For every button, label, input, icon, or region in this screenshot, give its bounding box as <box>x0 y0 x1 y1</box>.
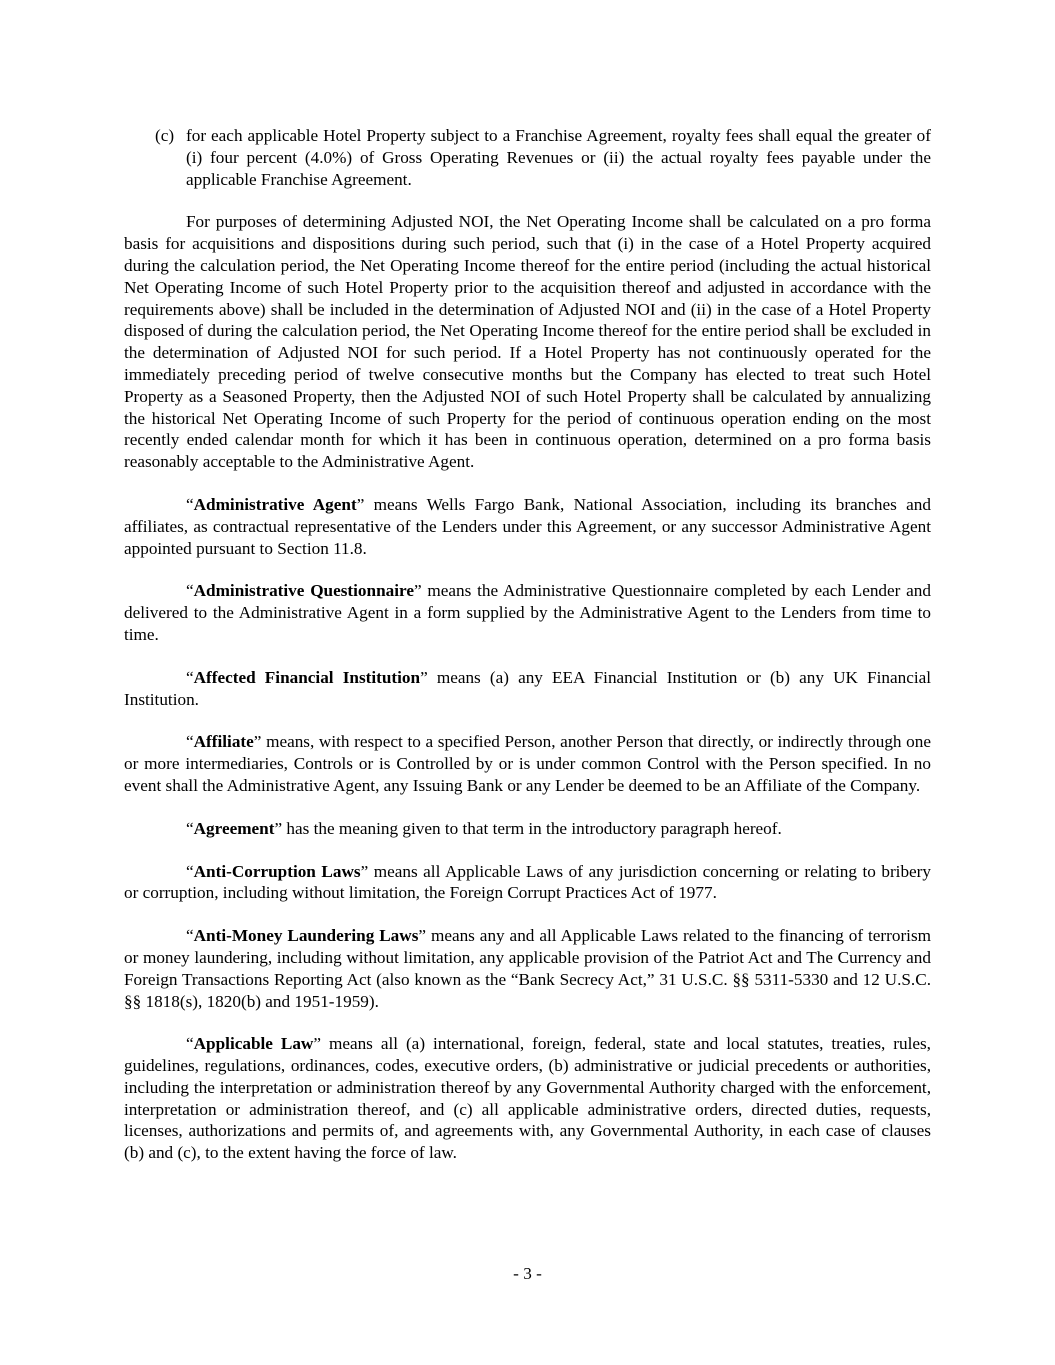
open-quote: “ <box>186 818 194 838</box>
definition-affiliate <box>124 731 931 796</box>
defined-term: Affiliate <box>193 732 254 752</box>
defined-term: Anti-Corruption Laws <box>193 861 361 881</box>
defined-term: Administrative Agent <box>193 494 357 514</box>
open-quote: “ <box>186 667 194 687</box>
close-quote: ” <box>356 494 365 514</box>
definition-anti-corruption-laws <box>124 861 931 905</box>
defined-term: Agreement <box>193 818 275 838</box>
list-item-text: for each applicable Hotel Property subject to a Franchise Agreement, royalty fees shall equal the greater of (i) four percent (4.0%) of Gross Operating Revenues or (ii) the actual royalty fees payable under the applicable Franchise Agreement. <box>186 126 931 189</box>
definition-applicable-law <box>124 1033 931 1164</box>
close-quote: ” <box>253 732 262 752</box>
definition-anti-money-laundering-laws <box>124 925 931 1012</box>
definition-text: means, with respect to a specified Person, another Person that directly, or indirectly through one or more intermediaries, Controls or is Controlled by or is under common Control with the Person specified. In no event shall the Administrative Agent, any Issuing Bank or any Lender be deemed to be an Affiliate of the Company. <box>124 732 931 795</box>
defined-term: Affected Financial Institution <box>193 667 421 687</box>
definition-administrative-questionnaire <box>124 580 931 645</box>
open-quote: “ <box>186 926 194 946</box>
close-quote: ” <box>420 667 428 687</box>
open-quote: “ <box>186 581 194 601</box>
list-marker: (c) <box>155 126 175 145</box>
page-number: - 3 - <box>513 1264 542 1283</box>
adjusted-noi-paragraph: For purposes of determining Adjusted NOI, the Net Operating Income shall be calculated on a pro forma basis for acquisitions and dispositions during such period, such that (i) in the case of a Hotel Property acquired during the calculation period, the Net Operating Income thereof for the entire period (including the actual historical Net Operating Income of such Hotel Property prior to the acquisition thereof and adjusted in accordance with the requirements above) shall be included in the determination of Adjusted NOI and (ii) in the case of a Hotel Property disposed of during the calculation period, the Net Operating Income thereof for the entire period shall be excluded in the determination of Adjusted NOI for such period. If a Hotel Property has not continuously operated for the immediately preceding period of twelve consecutive months but the Company has elected to treat such Hotel Property as a Seasoned Property, then the Adjusted NOI of such Hotel Property shall be calculated by annualizing the historical Net Operating Income of such Property for the period of continuous operation ending on the most recently ended calendar month for which it has been in continuous operation, determined on a pro forma basis reasonably acceptable to the Administrative Agent. <box>124 212 931 472</box>
definition-text: means (a) any EEA Financial Institution or (b) any UK Financial Institution. <box>124 667 931 709</box>
document-page <box>124 125 931 1164</box>
open-quote: “ <box>186 732 194 752</box>
definition-affected-financial-institution <box>124 667 931 711</box>
definition-agreement <box>124 818 931 840</box>
definition-administrative-agent <box>124 494 931 559</box>
definition-text: means Wells Fargo Bank, National Association, including its branches and affiliates, as contractual representative of the Lenders under this Agreement, or any successor Administrative Agent appointed pursuant to Section 11.8. <box>124 494 931 558</box>
definition-text: means any and all Applicable Laws related to the financing of terrorism or money laundering, including without limitation, any applicable provision of the Patriot Act and The Currency and Foreign Transactions Reporting Act (also known as the “Bank Secrecy Act,” 31 U.S.C. §§ 5311-5330 and 12 U.S.C. §§ 1818(s), 1820(b) and 1951-1959). <box>124 926 932 1011</box>
defined-term: Anti-Money Laundering Laws <box>193 926 419 946</box>
list-item-c <box>124 125 931 190</box>
close-quote: ” <box>313 1034 321 1054</box>
definition-text: has the meaning given to that term in the introductory paragraph hereof. <box>282 818 782 838</box>
close-quote: ” <box>274 818 283 838</box>
defined-term: Administrative Questionnaire <box>193 581 414 601</box>
defined-term: Applicable Law <box>193 1034 314 1054</box>
definition-text: means all Applicable Laws of any jurisdiction concerning or relating to bribery or corruption, including without limitation, the Foreign Corrupt Practices Act of 1977. <box>124 861 931 903</box>
definition-text: means the Administrative Questionnaire completed by each Lender and delivered to the Administrative Agent in a form supplied by the Administrative Agent to the Lenders from time to time. <box>124 581 931 644</box>
open-quote: “ <box>186 494 194 514</box>
open-quote: “ <box>186 861 194 881</box>
close-quote: ” <box>418 926 427 946</box>
open-quote: “ <box>186 1034 194 1054</box>
definition-text: means all (a) international, foreign, federal, state and local statutes, treaties, rules, guidelines, regulations, ordinances, codes, executive orders, (b) administrative or judicial precedents or authorities, including the interpretation or administration thereof by any Governmental Authority charged with the enforcement, interpretation or administration thereof, and (c) all applicable administrative orders, directed duties, requests, licenses, authorizations and permits of, and agreements with, any Governmental Authority, in each case of clauses (b) and (c), to the extent having the force of law. <box>124 1034 931 1163</box>
close-quote: ” <box>413 581 422 601</box>
close-quote: ” <box>360 861 369 881</box>
